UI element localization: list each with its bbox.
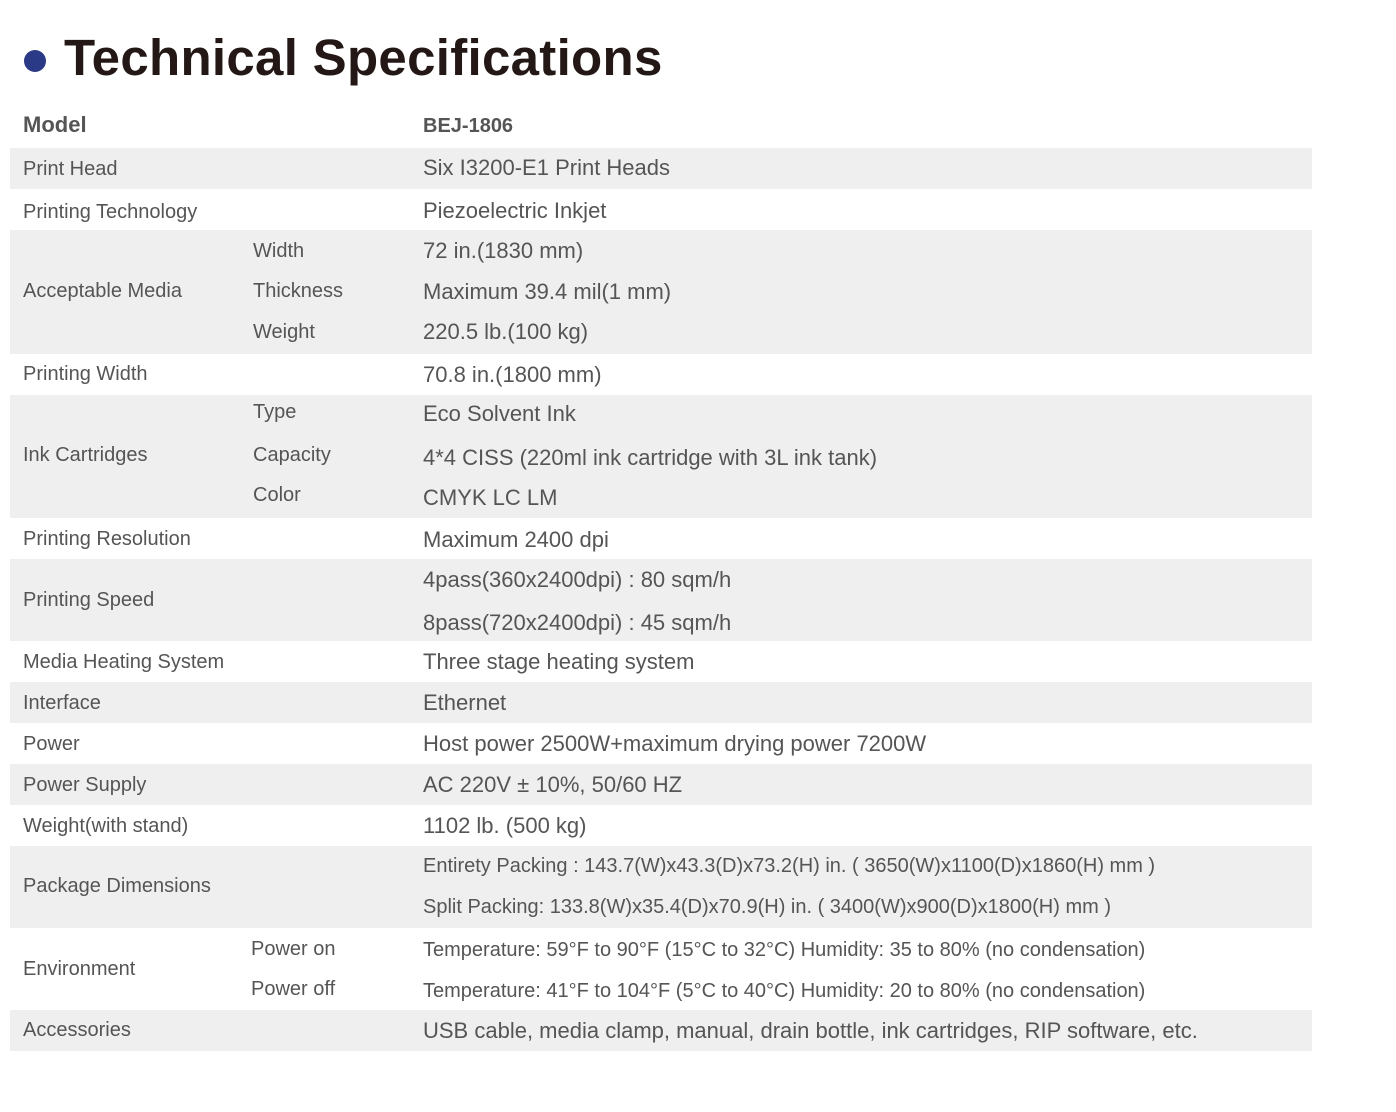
spec-label: Printing Technology <box>23 201 198 223</box>
spec-label: Media Heating System <box>23 651 225 673</box>
spec-row-printing-speed <box>10 559 1312 641</box>
spec-row-print-head <box>10 148 1312 189</box>
title-bullet-icon <box>24 50 46 72</box>
spec-row-accessories <box>10 1010 1312 1051</box>
spec-value: 72 in.(1830 mm) <box>423 238 584 263</box>
spec-value: Three stage heating system <box>423 649 695 674</box>
spec-sublabel: Power off <box>251 978 336 1000</box>
spec-row-printing-width <box>10 354 1312 395</box>
spec-sublabel: Thickness <box>253 280 344 302</box>
spec-value: 220.5 lb.(100 kg) <box>423 319 589 344</box>
spec-value: 8pass(720x2400dpi) : 45 sqm/h <box>423 610 732 635</box>
spec-label: Printing Width <box>23 363 148 385</box>
spec-label: Model <box>23 112 87 137</box>
spec-sublabel: Capacity <box>253 444 331 466</box>
spec-sublabel: Color <box>253 484 301 506</box>
spec-value: CMYK LC LM <box>423 485 558 510</box>
spec-row-power <box>10 723 1312 764</box>
spec-sublabel: Width <box>253 240 305 262</box>
spec-label: Printing Resolution <box>23 528 191 550</box>
spec-value: Host power 2500W+maximum drying power 7200W <box>423 731 927 756</box>
spec-value: 4*4 CISS (220ml ink cartridge with 3L ink tank) <box>423 445 878 470</box>
spec-row-environment <box>10 928 1312 1010</box>
spec-row-acceptable-media <box>10 230 1312 354</box>
spec-sublabel: Type <box>253 401 297 423</box>
spec-value: Maximum 2400 dpi <box>423 527 609 552</box>
spec-value: AC 220V ± 10%, 50/60 HZ <box>423 772 683 797</box>
spec-value: USB cable, media clamp, manual, drain bottle, ink cartridges, RIP software, etc. <box>423 1018 1198 1043</box>
spec-label: Printing Speed <box>23 589 155 611</box>
spec-value: Temperature: 41°F to 104°F (5°C to 40°C) Humidity: 20 to 80% (no condensation) <box>423 980 1146 1002</box>
spec-value: Eco Solvent Ink <box>423 401 576 426</box>
spec-row-interface <box>10 682 1312 723</box>
spec-value: Entirety Packing : 143.7(W)x43.3(D)x73.2(H) in. ( 3650(W)x1100(D)x1860(H) mm ) <box>423 855 1156 877</box>
spec-label: Package Dimensions <box>23 875 211 897</box>
spec-label: Power <box>23 733 80 755</box>
spec-label: Power Supply <box>23 774 147 796</box>
spec-value: 4pass(360x2400dpi) : 80 sqm/h <box>423 567 732 592</box>
spec-value: BEJ-1806 <box>423 115 514 137</box>
spec-row-package-dimensions <box>10 846 1312 928</box>
spec-table <box>10 106 1312 1051</box>
spec-label: Accessories <box>23 1019 131 1041</box>
spec-label: Print Head <box>23 158 118 180</box>
spec-row-ink-cartridges <box>10 395 1312 518</box>
spec-label: Weight(with stand) <box>23 815 189 837</box>
spec-row-model <box>10 106 1312 148</box>
spec-sublabel: Power on <box>251 938 336 960</box>
spec-label: Interface <box>23 692 101 714</box>
spec-row-power-supply <box>10 764 1312 805</box>
spec-value: 1102 lb. (500 kg) <box>423 813 587 838</box>
spec-label: Environment <box>23 958 136 980</box>
spec-value: Temperature: 59°F to 90°F (15°C to 32°C) Humidity: 35 to 80% (no condensation) <box>423 939 1146 961</box>
spec-row-weight-stand <box>10 805 1312 846</box>
spec-label: Ink Cartridges <box>23 444 148 466</box>
spec-value: Ethernet <box>423 690 507 715</box>
spec-value: Split Packing: 133.8(W)x35.4(D)x70.9(H) in. ( 3400(W)x900(D)x1800(H) mm ) <box>423 896 1111 918</box>
spec-value: 70.8 in.(1800 mm) <box>423 362 602 387</box>
spec-value: Six I3200-E1 Print Heads <box>423 155 671 180</box>
spec-sublabel: Weight <box>253 321 315 343</box>
spec-value: Maximum 39.4 mil(1 mm) <box>423 279 672 304</box>
spec-label: Acceptable Media <box>23 280 182 302</box>
spec-row-printing-resolution <box>10 518 1312 559</box>
spec-row-printing-technology <box>10 189 1312 230</box>
page-title: Technical Specifications <box>64 29 663 86</box>
spec-row-media-heating <box>10 641 1312 682</box>
spec-value: Piezoelectric Inkjet <box>423 198 607 223</box>
